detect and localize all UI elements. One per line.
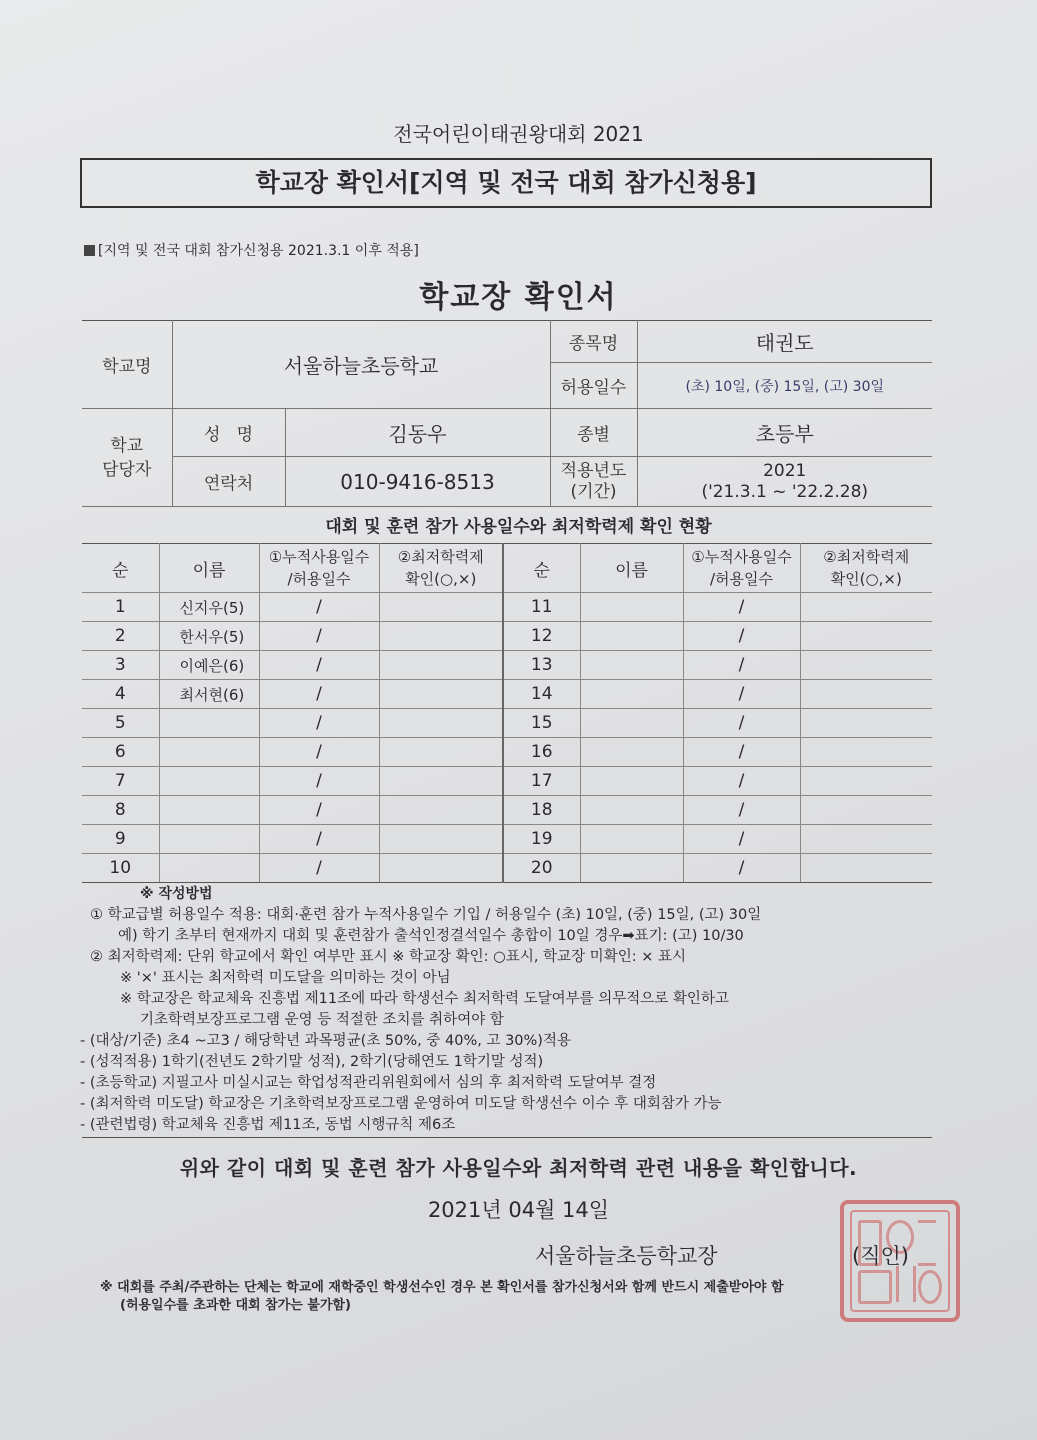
row-no: 17 bbox=[503, 767, 580, 796]
period-label: 적용년도 (기간) bbox=[550, 457, 637, 507]
row-check bbox=[379, 825, 503, 854]
row-check bbox=[379, 709, 503, 738]
row-days: / bbox=[259, 854, 379, 883]
days-value: (초) 10일, (중) 15일, (고) 30일 bbox=[637, 363, 932, 409]
row-check bbox=[379, 622, 503, 651]
doc-title: 학교장 확인서 bbox=[419, 280, 618, 315]
contact-value: 010-9416-8513 bbox=[285, 457, 550, 507]
school-value: 서울하늘초등학교 bbox=[172, 321, 550, 409]
row-no: 15 bbox=[503, 709, 580, 738]
row-days: / bbox=[683, 738, 800, 767]
row-check bbox=[800, 622, 932, 651]
row-check bbox=[379, 651, 503, 680]
confirm-statement: 위와 같이 대회 및 훈련 참가 사용일수와 최저학력 관련 내용을 확인합니다. bbox=[179, 1156, 858, 1180]
row-no: 9 bbox=[82, 825, 159, 854]
row-no: 4 bbox=[82, 680, 159, 709]
row-days: / bbox=[683, 796, 800, 825]
row-no: 2 bbox=[82, 622, 159, 651]
row-check bbox=[800, 767, 932, 796]
header-check-right: ②최저학력제 확인(○,×) bbox=[800, 544, 932, 593]
row-no: 19 bbox=[503, 825, 580, 854]
category-label: 종별 bbox=[550, 409, 637, 457]
row-name bbox=[580, 680, 683, 709]
row-no: 16 bbox=[503, 738, 580, 767]
row-days: / bbox=[683, 680, 800, 709]
issue-date: 2021년 04월 14일 bbox=[427, 1198, 610, 1222]
apply-note bbox=[84, 240, 419, 260]
method-line: - (최저학력 미도달) 학교장은 기초학력보장프로그램 운영하여 미도달 학생선수 이수 후 대회참가 가능 bbox=[80, 1096, 722, 1112]
school-label: 학교명 bbox=[82, 321, 172, 409]
method-line: ※ '×' 표시는 최저학력 미도달을 의미하는 것이 아님 bbox=[120, 970, 451, 986]
row-check bbox=[379, 854, 503, 883]
method-line: - (대상/기준) 초4 ~고3 / 해당학년 과목평균(초 50%, 중 40%, 고 30%)적용 bbox=[80, 1033, 571, 1049]
row-days: / bbox=[259, 709, 379, 738]
row-no: 6 bbox=[82, 738, 159, 767]
apply-note-text: [지역 및 전국 대회 참가신청용 2021.3.1 이후 적용] bbox=[98, 243, 419, 259]
row-days: / bbox=[259, 651, 379, 680]
header-days-left: ①누적사용일수 /허용일수 bbox=[259, 544, 379, 593]
row-name bbox=[159, 738, 259, 767]
method-line: - (관련법령) 학교체육 진흥법 제11조, 동법 시행규칙 제6조 bbox=[80, 1117, 456, 1133]
method-title: ※ 작성방법 bbox=[140, 886, 213, 902]
row-name bbox=[580, 593, 683, 622]
sport-label: 종목명 bbox=[550, 321, 637, 363]
period-year: 2021 bbox=[763, 460, 807, 481]
row-days: / bbox=[259, 680, 379, 709]
principal-name: 서울하늘초등학교장 bbox=[535, 1244, 718, 1268]
row-name bbox=[580, 825, 683, 854]
row-days: / bbox=[683, 854, 800, 883]
info-table bbox=[82, 320, 932, 507]
method-line: - (초등학교) 지필고사 미실시교는 학업성적관리위원회에서 심의 후 최저학력 도달여부 결정 bbox=[80, 1075, 657, 1091]
method-divider bbox=[82, 1137, 932, 1138]
header-no-right: 순 bbox=[503, 544, 580, 593]
row-name bbox=[580, 651, 683, 680]
footnote bbox=[100, 1279, 940, 1315]
row-no: 14 bbox=[503, 680, 580, 709]
writing-method bbox=[80, 884, 940, 1136]
row-name: 신지우(5) bbox=[159, 593, 259, 622]
table-row bbox=[82, 709, 932, 738]
row-name bbox=[580, 854, 683, 883]
row-check bbox=[379, 593, 503, 622]
row-days: / bbox=[683, 593, 800, 622]
row-no: 5 bbox=[82, 709, 159, 738]
row-check bbox=[379, 738, 503, 767]
row-name bbox=[580, 767, 683, 796]
table-row bbox=[82, 651, 932, 680]
row-name: 한서우(5) bbox=[159, 622, 259, 651]
header-days-right: ①누적사용일수 /허용일수 bbox=[683, 544, 800, 593]
row-no: 10 bbox=[82, 854, 159, 883]
method-line: - (성적적용) 1학기(전년도 2학기말 성적), 2학기(당해연도 1학기말 성적) bbox=[80, 1054, 544, 1070]
row-no: 20 bbox=[503, 854, 580, 883]
row-check bbox=[800, 738, 932, 767]
row-check bbox=[800, 680, 932, 709]
row-name bbox=[159, 825, 259, 854]
row-days: / bbox=[259, 796, 379, 825]
row-check bbox=[379, 796, 503, 825]
days-label: 허용일수 bbox=[550, 363, 637, 409]
row-check bbox=[800, 796, 932, 825]
name-value: 김동우 bbox=[285, 409, 550, 457]
period-value bbox=[637, 457, 932, 507]
row-days: / bbox=[683, 651, 800, 680]
table-row bbox=[82, 738, 932, 767]
event-name: 전국어린이태권왕대회 2021 bbox=[393, 122, 644, 146]
row-days: / bbox=[259, 825, 379, 854]
row-name: 최서현(6) bbox=[159, 680, 259, 709]
row-check bbox=[379, 767, 503, 796]
sport-value: 태권도 bbox=[637, 321, 932, 363]
row-name bbox=[159, 709, 259, 738]
row-days: / bbox=[683, 622, 800, 651]
row-check bbox=[800, 593, 932, 622]
table-row bbox=[82, 796, 932, 825]
row-no: 13 bbox=[503, 651, 580, 680]
period-range: ('21.3.1 ~ '22.2.28) bbox=[701, 481, 869, 502]
manager-label: 학교 담당자 bbox=[82, 409, 172, 507]
row-days: / bbox=[683, 767, 800, 796]
row-name bbox=[159, 767, 259, 796]
row-name bbox=[580, 709, 683, 738]
row-no: 12 bbox=[503, 622, 580, 651]
method-line: ① 학교급별 허용일수 적용: 대회·훈련 참가 누적사용일수 기입 / 허용일수 (초) 10일, (중) 15일, (고) 30일 bbox=[90, 907, 762, 923]
method-line: ※ 학교장은 학교체육 진흥법 제11조에 따라 학생선수 최저학력 도달여부를 의무적으로 확인하고 bbox=[120, 991, 729, 1007]
row-name bbox=[580, 796, 683, 825]
row-days: / bbox=[259, 593, 379, 622]
row-name: 이예은(6) bbox=[159, 651, 259, 680]
row-check bbox=[800, 854, 932, 883]
table-row bbox=[82, 593, 932, 622]
row-name bbox=[159, 796, 259, 825]
row-days: / bbox=[683, 825, 800, 854]
method-line: 기초학력보장프로그램 운영 등 적절한 조치를 취하여야 함 bbox=[140, 1012, 504, 1028]
method-line: 예) 학기 초부터 현재까지 대회 및 훈련참가 출석인정결석일수 총합이 10일 경우➡표기: (고) 10/30 bbox=[118, 928, 744, 944]
row-no: 1 bbox=[82, 593, 159, 622]
square-bullet-icon bbox=[84, 245, 95, 256]
method-line: ② 최저학력제: 단위 학교에서 확인 여부만 표시 ※ 학교장 확인: ○표시, 학교장 미확인: × 표시 bbox=[90, 949, 686, 965]
footnote-line: ※ 대회를 주최/주관하는 단체는 학교에 재학중인 학생선수인 경우 본 확인서를 참가신청서와 함께 반드시 제출받아야 함 bbox=[100, 1280, 784, 1295]
row-no: 11 bbox=[503, 593, 580, 622]
row-days: / bbox=[259, 767, 379, 796]
row-no: 18 bbox=[503, 796, 580, 825]
seal-label: (직인) bbox=[852, 1244, 909, 1268]
header-no-left: 순 bbox=[82, 544, 159, 593]
table-row bbox=[82, 622, 932, 651]
header-title-box: 학교장 확인서[지역 및 전국 대회 참가신청용] bbox=[80, 158, 932, 208]
table-row bbox=[82, 854, 932, 883]
row-check bbox=[800, 709, 932, 738]
table-row bbox=[82, 767, 932, 796]
row-name bbox=[159, 854, 259, 883]
row-check bbox=[379, 680, 503, 709]
row-days: / bbox=[259, 738, 379, 767]
row-no: 8 bbox=[82, 796, 159, 825]
row-no: 3 bbox=[82, 651, 159, 680]
status-table bbox=[82, 543, 932, 883]
header-name-left: 이름 bbox=[159, 544, 259, 593]
row-days: / bbox=[259, 622, 379, 651]
header-name-right: 이름 bbox=[580, 544, 683, 593]
row-check bbox=[800, 651, 932, 680]
row-name bbox=[580, 622, 683, 651]
row-no: 7 bbox=[82, 767, 159, 796]
name-label: 성 명 bbox=[172, 409, 285, 457]
row-check bbox=[800, 825, 932, 854]
row-days: / bbox=[683, 709, 800, 738]
category-value: 초등부 bbox=[637, 409, 932, 457]
header-check-left: ②최저학력제 확인(○,×) bbox=[379, 544, 503, 593]
table-row bbox=[82, 825, 932, 854]
row-name bbox=[580, 738, 683, 767]
status-title: 대회 및 훈련 참가 사용일수와 최저학력제 확인 현황 bbox=[325, 517, 712, 537]
contact-label: 연락처 bbox=[172, 457, 285, 507]
table-row bbox=[82, 680, 932, 709]
footnote-line: (허용일수를 초과한 대회 참가는 불가함) bbox=[120, 1298, 351, 1313]
